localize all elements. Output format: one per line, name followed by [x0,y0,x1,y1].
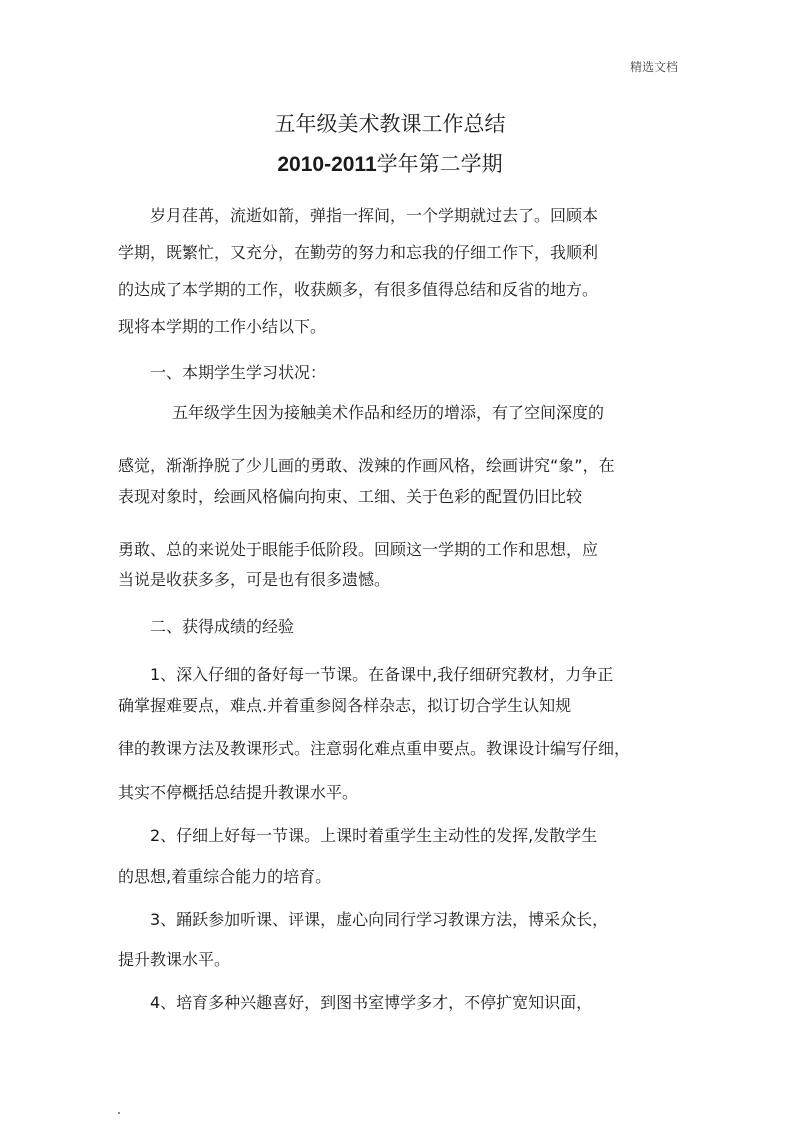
paragraph-line: 的达成了本学期的工作，收获颇多，有很多值得总结和反省的地方。 [118,280,599,299]
paragraph-line: 感觉，渐渐挣脱了少儿画的勇敢、泼辣的作画风格，绘画讲究“象”，在 [118,456,615,475]
paragraph-line: 其实不停概括总结提升教课水平。 [118,783,359,802]
document-title: 五年级美术教课工作总结 [274,112,506,136]
paragraph-line: 岁月荏苒，流逝如箭，弹指一挥间，一个学期就过去了。回顾本 [150,206,599,225]
list-item: 3、踊跃参加听课、评课，虚心向同行学习教课方法，博采众长， [150,910,609,929]
header-tag: 精选文档 [630,60,679,74]
list-item: 2、仔细上好每一节课。上课时着重学生主动性的发挥,发散学生 [150,826,598,845]
list-item: 4、培育多种兴趣喜好，到图书室博学多才，不停扩宽知识面， [150,993,593,1012]
paragraph-line: 提升教课水平。 [118,950,231,969]
paragraph-line: 的思想,着重综合能力的培育。 [118,867,332,886]
page-dot-mark [118,1112,120,1114]
paragraph-line: 现将本学期的工作小结以下。 [118,317,327,336]
subtitle-term: 学年第二学期 [376,152,503,176]
paragraph-line: 当说是收获多多，可是也有很多遗憾。 [118,570,391,589]
list-item: 1、深入仔细的备好每一节课。在备课中,我仔细研究教材，力争正 [150,665,614,684]
paragraph-line: 律的教课方法及教课形式。注意弱化难点重申要点。教课设计编写仔细， [118,739,631,758]
section-heading: 一、本期学生学习状况： [150,363,327,382]
paragraph-line: 表现对象时，绘画风格偏向拘束、工细、关于色彩的配置仍旧比较 [118,487,583,506]
subtitle-year: 2010-2011 [277,153,377,176]
paragraph-line: 五年级学生因为接触美术作品和经历的增添，有了空间深度的 [172,403,605,422]
document-subtitle [0,148,780,178]
paragraph-line: 勇敢、总的来说处于眼能手低阶段。回顾这一学期的工作和思想，应 [118,540,599,559]
section-heading: 二、获得成绩的经验 [150,617,295,636]
paragraph-line: 学期，既繁忙，又充分，在勤劳的努力和忘我的仔细工作下，我顺利 [118,243,599,262]
paragraph-line: 确掌握难要点，难点.并着重参阅各样杂志，拟订切合学生认知规 [118,696,572,715]
